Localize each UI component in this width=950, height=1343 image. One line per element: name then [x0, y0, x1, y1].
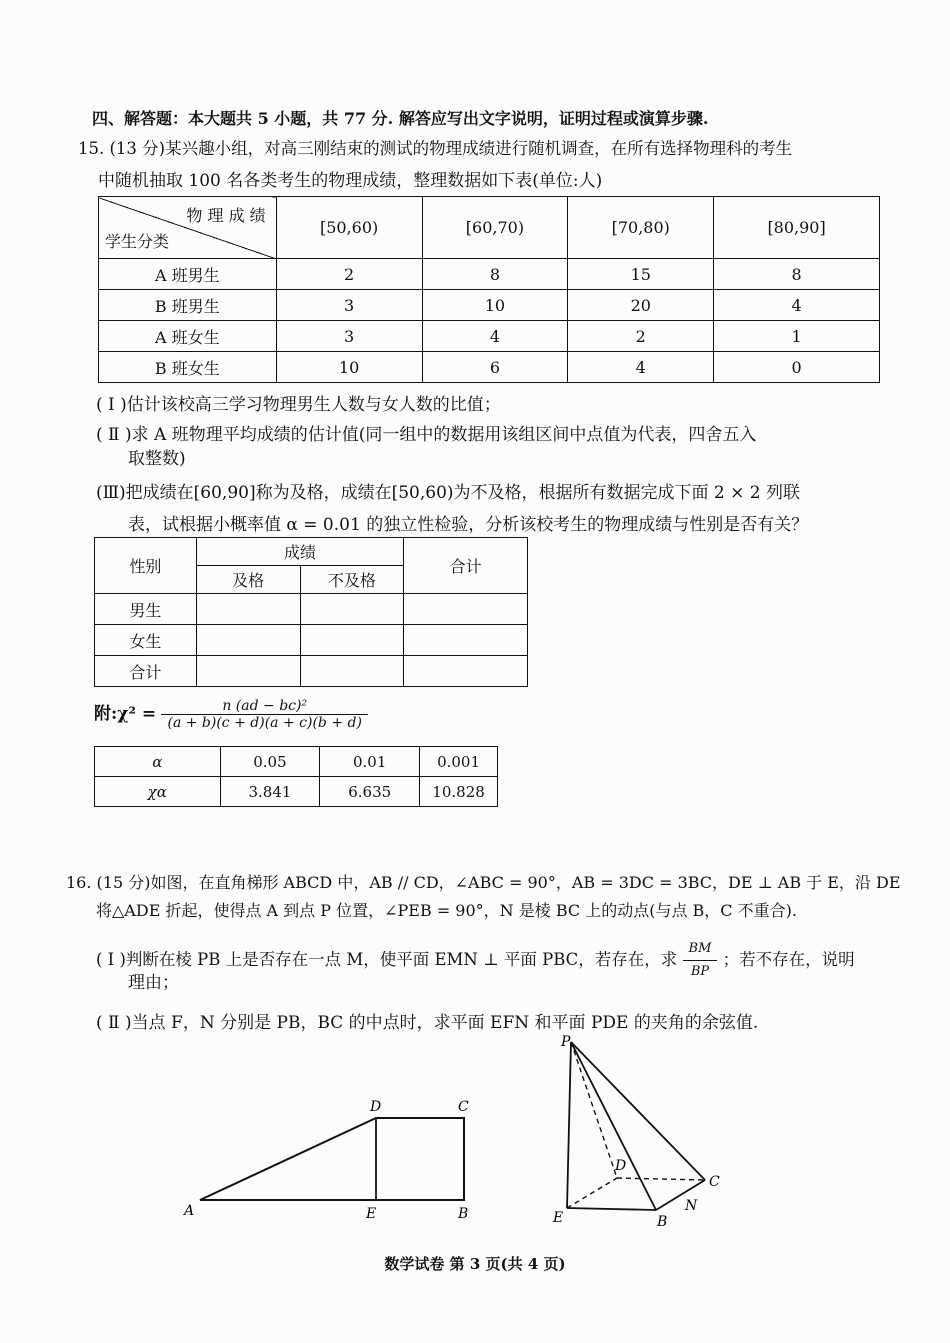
- q15-intro-line2: 中随机抽取 100 名各类考生的物理成绩，整理数据如下表(单位:人): [98, 171, 603, 191]
- table-cell: 1: [714, 321, 880, 352]
- formula-prefix: 附:χ² =: [94, 704, 157, 724]
- chi-square-formula: [94, 698, 368, 731]
- formula-denominator: (a + b)(c + d)(a + c)(b + d): [167, 715, 362, 731]
- table-cell: 15: [568, 259, 714, 290]
- q15-part1: ( Ⅰ )估计该校高三学习物理男生人数与女人数的比值；: [96, 395, 501, 415]
- q16-part2: ( Ⅱ )当点 F，N 分别是 PB，BC 的中点时，求平面 EFN 和平面 PDE 的夹角的余弦值.: [96, 1013, 759, 1033]
- label-c: C: [458, 1099, 469, 1115]
- table-row: [99, 321, 880, 352]
- q15-part3-line1: (Ⅲ)把成绩在[60,90]称为及格，成绩在[50,60)为不及格，根据所有数据完成下面 2 × 2 列联: [96, 483, 801, 503]
- row-label: 女生: [95, 625, 197, 656]
- table-cell: 0.05: [220, 747, 320, 777]
- table-cell: 10: [422, 290, 568, 321]
- table-cell: 6: [422, 352, 568, 383]
- pass-header: 及格: [196, 566, 300, 594]
- section-title: 四、解答题：本大题共 5 小题，共 77 分. 解答应写出文字说明，证明过程或演算步骤.: [92, 109, 709, 128]
- edge-pe: [567, 1042, 571, 1208]
- corner-bottom-label: 学生分类: [105, 232, 170, 251]
- table-cell: 20: [568, 290, 714, 321]
- edge-pc: [571, 1042, 705, 1180]
- q15-data-table: [98, 196, 880, 383]
- q16-line2: 将△ADE 折起，使得点 A 到点 P 位置，∠PEB = 90°，N 是棱 BC 上的动点(与点 B，C 不重合).: [96, 901, 797, 920]
- q15-intro-line1: 15. (13 分)某兴趣小组，对高三刚结束的测试的物理成绩进行随机调查，在所有选择物理科的考生: [78, 139, 793, 158]
- q16-part1-tail: ；若不存在，说明: [722, 950, 855, 969]
- table-cell: 8: [422, 259, 568, 290]
- contingency-table: [94, 537, 528, 687]
- q16-part1-line1: [96, 938, 855, 983]
- edge-ed: [567, 1178, 617, 1208]
- table-corner-cell: [99, 197, 277, 259]
- blank-cell: [196, 594, 300, 625]
- table-cell: 0: [714, 352, 880, 383]
- blank-cell: [404, 594, 528, 625]
- blank-cell: [300, 656, 404, 687]
- corner-top-label: 物 理 成 绩: [186, 206, 266, 225]
- label-a: A: [184, 1203, 195, 1219]
- row-label: B 班女生: [99, 352, 277, 383]
- table-cell: 3: [276, 290, 422, 321]
- label-e: E: [366, 1206, 377, 1222]
- table-row: [99, 352, 880, 383]
- row-label: A 班女生: [99, 321, 277, 352]
- row-label: B 班男生: [99, 290, 277, 321]
- fail-header: 不及格: [300, 566, 404, 594]
- table-cell: 2: [276, 259, 422, 290]
- trapezoid-figure: [170, 1085, 490, 1225]
- total-header: 合计: [404, 538, 528, 594]
- alpha-label: α: [95, 747, 221, 777]
- table-row: [95, 625, 528, 656]
- edge-eb: [567, 1208, 656, 1210]
- q15-part2-line2: 取整数): [128, 449, 186, 469]
- label-d: D: [615, 1158, 627, 1174]
- label-b: B: [458, 1206, 469, 1222]
- formula-fraction: [161, 698, 367, 731]
- edge-pd: [571, 1042, 617, 1178]
- edge-bc: [656, 1180, 705, 1210]
- q16-line1: 16. (15 分)如图，在直角梯形 ABCD 中，AB // CD，∠ABC = 90°，AB = 3DC = 3BC，DE ⊥ AB 于 E，沿 DE: [66, 873, 901, 892]
- table-cell: 4: [714, 290, 880, 321]
- fraction-numerator: BM: [683, 938, 718, 961]
- label-p: P: [561, 1034, 571, 1050]
- label-n: N: [685, 1198, 698, 1214]
- row-label: A 班男生: [99, 259, 277, 290]
- edge-dc: [617, 1178, 705, 1180]
- table-row: [95, 594, 528, 625]
- table-cell: 6.635: [320, 777, 420, 807]
- chi-label: χα: [95, 777, 221, 807]
- score-header: 成绩: [196, 538, 404, 566]
- blank-cell: [196, 656, 300, 687]
- row-label: 合计: [95, 656, 197, 687]
- bm-bp-fraction: [683, 938, 718, 983]
- table-header: [70,80): [568, 197, 714, 259]
- pyramid-figure: [545, 1030, 735, 1230]
- q15-part2-line1: ( Ⅱ )求 A 班物理平均成绩的估计值(同一组中的数据用该组区间中点值为代表，四舍五入: [96, 425, 757, 445]
- table-cell: 2: [568, 321, 714, 352]
- page-footer: 数学试卷 第 3 页(共 4 页): [384, 1255, 566, 1273]
- table-header: [80,90]: [714, 197, 880, 259]
- table-cell: 8: [714, 259, 880, 290]
- row-label: 男生: [95, 594, 197, 625]
- label-d: D: [370, 1099, 382, 1115]
- label-e: E: [553, 1210, 564, 1226]
- formula-numerator: n (ad − bc)²: [161, 698, 367, 715]
- blank-cell: [404, 656, 528, 687]
- table-cell: 4: [568, 352, 714, 383]
- blank-cell: [196, 625, 300, 656]
- table-row: [99, 259, 880, 290]
- table-cell: 3.841: [220, 777, 320, 807]
- critical-value-table: [94, 746, 498, 807]
- table-row: [95, 656, 528, 687]
- q16-part1-line2: 理由；: [128, 973, 179, 993]
- table-row: [99, 290, 880, 321]
- table-header: [60,70): [422, 197, 568, 259]
- table-cell: 0.01: [320, 747, 420, 777]
- label-b: B: [657, 1214, 668, 1230]
- q16-part1-text: ( Ⅰ )判断在棱 PB 上是否存在一点 M，使平面 EMN ⊥ 平面 PBC，若存在，求: [96, 950, 678, 969]
- table-cell: 10.828: [420, 777, 498, 807]
- table-cell: 10: [276, 352, 422, 383]
- gender-header: 性别: [95, 538, 197, 594]
- trapezoid-outline: [200, 1118, 464, 1200]
- fraction-denominator: BP: [690, 964, 710, 979]
- table-cell: 4: [422, 321, 568, 352]
- table-header: [50,60): [276, 197, 422, 259]
- edge-pb: [571, 1042, 656, 1210]
- table-cell: 3: [276, 321, 422, 352]
- blank-cell: [300, 594, 404, 625]
- blank-cell: [404, 625, 528, 656]
- blank-cell: [300, 625, 404, 656]
- table-cell: 0.001: [420, 747, 498, 777]
- label-c: C: [709, 1174, 720, 1190]
- q15-part3-line2: 表，试根据小概率值 α = 0.01 的独立性检验，分析该校考生的物理成绩与性别是否有关？: [128, 515, 809, 535]
